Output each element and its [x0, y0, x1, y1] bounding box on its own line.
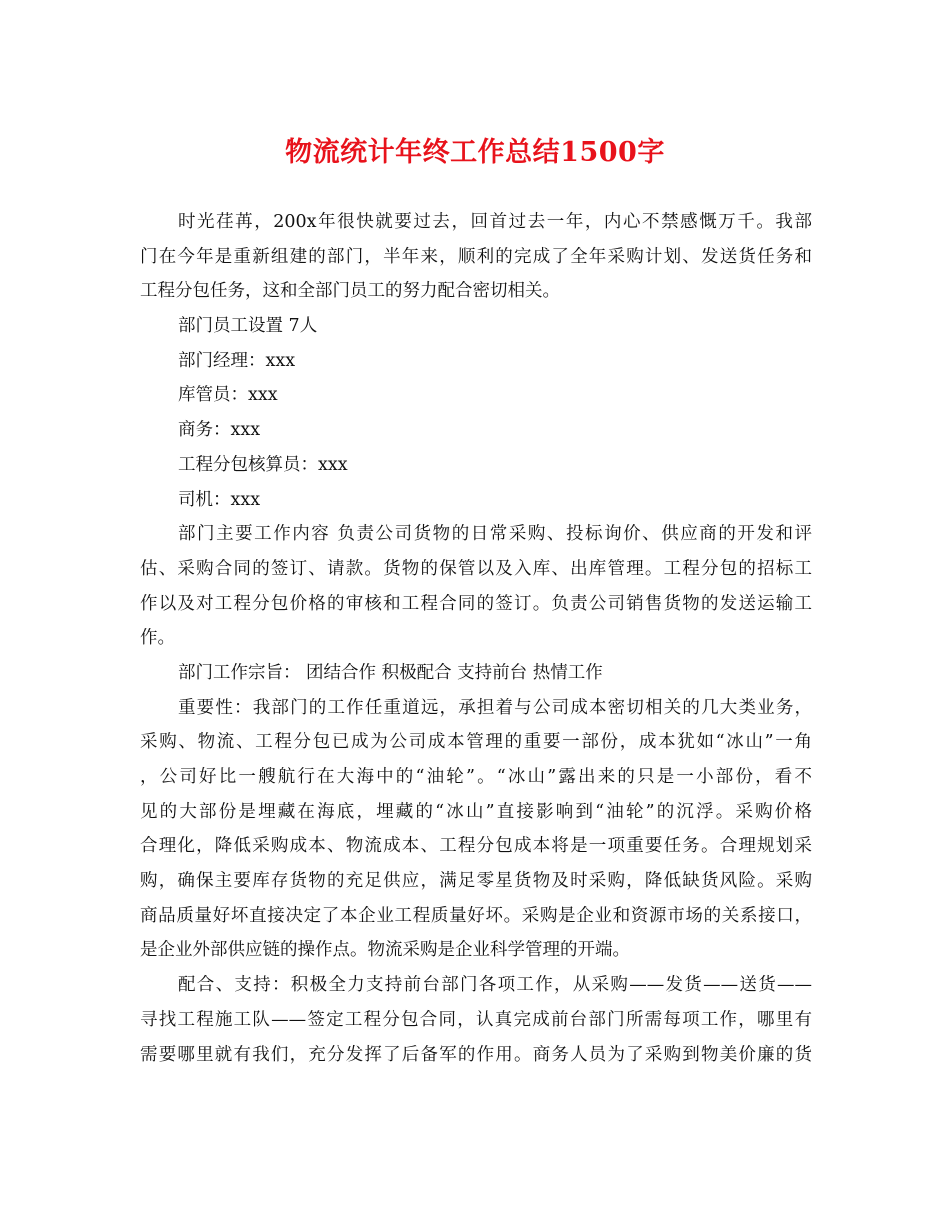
body-line: 配合、支持：积极全力支持前台部门各项工作，从采购——发货——送货—— [178, 975, 812, 996]
body-line: 部门工作宗旨： 团结合作 积极配合 支持前台 热情工作 [178, 662, 603, 683]
body-line: 寻找工程施工队——签定工程分包合同，认真完成前台部门所需每项工作，哪里有 [140, 1009, 812, 1030]
body-line: 司机：xxx [178, 489, 261, 510]
body-line: 是企业外部供应链的操作点。物流采购是企业科学管理的开端。 [140, 940, 630, 961]
document-title: 物流统计年终工作总结1500字 [285, 137, 665, 168]
body-line: 见的大部份是埋藏在海底，埋藏的“冰山”直接影响到“油轮”的沉浮。采购价格 [140, 801, 812, 822]
body-line: 部门主要工作内容 负责公司货物的日常采购、投标询价、供应商的开发和评 [178, 524, 812, 545]
body-line: 商务：xxx [178, 420, 261, 441]
body-line: 门在今年是重新组建的部门，半年来，顺利的完成了全年采购计划、发送货任务和 [140, 246, 812, 267]
body-line: 库管员：xxx [178, 385, 278, 406]
body-line: 部门经理：xxx [178, 350, 296, 371]
body-line: 作以及对工程分包价格的审核和工程合同的签订。负责公司销售货物的发送运输工 [140, 593, 812, 614]
body-line: ，公司好比一艘航行在大海中的“油轮”。“冰山”露出来的只是一小部份，看不 [140, 767, 812, 787]
body-line: 购，确保主要库存货物的充足供应，满足零星货物及时采购，降低缺货风险。采购 [140, 871, 812, 892]
body-line: 时光荏苒，200x年很快就要过去，回首过去一年，内心不禁感慨万千。我部 [178, 212, 812, 232]
body-line: 估、采购合同的签订、请款。货物的保管以及入库、出库管理。工程分包的招标工 [140, 558, 812, 579]
body-line: 采购、物流、工程分包已成为公司成本管理的重要一部份，成本犹如“冰山”一角 [140, 732, 812, 753]
body-line: 重要性：我部门的工作任重道远，承担着与公司成本密切相关的几大类业务， [178, 697, 812, 718]
body-line: 部门员工设置 7人 [178, 316, 318, 337]
body-line: 工程分包核算员：xxx [178, 454, 348, 475]
document-body [140, 205, 812, 1072]
body-line: 商品质量好坏直接决定了本企业工程质量好坏。采购是企业和资源市场的关系接口， [140, 905, 812, 926]
body-line: 需要哪里就有我们，充分发挥了后备军的作用。商务人员为了采购到物美价廉的货 [140, 1044, 812, 1065]
body-line: 合理化，降低采购成本、物流成本、工程分包成本将是一项重要任务。合理规划采 [140, 836, 812, 857]
body-line: 工程分包任务，这和全部门员工的努力配合密切相关。 [140, 281, 560, 302]
body-line: 作。 [140, 628, 175, 649]
